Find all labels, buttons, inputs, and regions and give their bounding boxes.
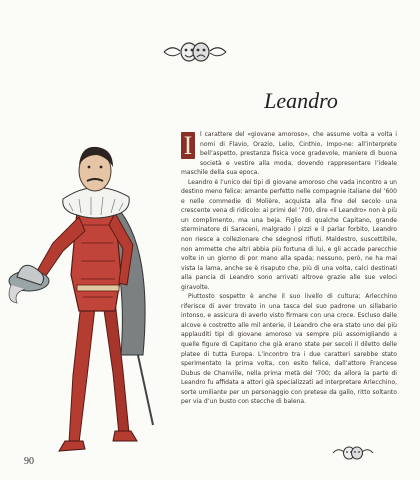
- page-number: 90: [24, 456, 34, 467]
- comedy-mask-ornament-icon: [332, 445, 374, 461]
- paragraph-1: [181, 130, 397, 178]
- paragraph-2: Leandro è l’unico dei tipi di giovane amoroso che vada incontro a un destino meno felice: amante perfetto nelle compagnie italiane del ’600 e nelle commedie di Molière, acquista alla fine del secolo una crescente vena di ridicolo: ai primi del ’700, dire «il Leandro» non è più un complimento, ma una beja. Figlio di qualche Capitano, grande sterminatore di Saraceni, malgrado i pizzi e il parlar forbito, Leandro non riesce a collezionare che sdegnosi rifiuti. Maldestro, suscettibile, non ammette che altri abbia più fortuna di lui, e gli accade parecchie volte in un giorno di por mano alla spada; nessuno, però, ne ha mai vista la lama, anche se è risaputo che, più di una volta, calci destinati alla pancia di Leandro sono arrivati altrove grazie alle sue veloci giravolte.: [181, 178, 397, 291]
- comedy-mask-ornament-icon: [162, 40, 228, 64]
- article-body: [181, 130, 397, 407]
- paragraph-1-text: l carattere del «giovane amoroso», che assume volta a volta i nomi di Flavio, Orazio, Lelio, Cinthio, Impo-ne: all’interprete bell’aspetto, prestanza fisica voce gradevole, maniere di buona società e vestire alla moda, dovendo rappresentare l’ideale maschile della sua epoca.: [181, 131, 397, 177]
- leandro-illustration: [3, 125, 175, 455]
- paragraph-3: Piuttosto sospetto è anche il suo livello di cultura; Arlecchino riferisce di aver trovato in una tasca del suo padrone un sillabario intonso, e assicura di averlo visto firmare con una croce. Escluso dalle alcove e costretto alle mil anterie, il Leandro che era stato uno dei più applauditi tipi di giovane amoroso va sempre più assomigliando a quelle figure di Capitano che già erano state per secoli il diletto delle platee di tutta Europa. L’incontro tra i due caratteri sarebbe stato sperimentato la prima volta, con esito felice, dall’attore Francese Dubus de Chanville, nella prima metà del ’700; da allora la parte di Leandro fu affidata a attori già specializzati ad interpretare Arlecchino, sorte umiliante per un personaggio con pretese da gallo, ritto soltanto per via d’un busto con stecche di balena.: [181, 293, 397, 406]
- drop-cap: I: [181, 132, 195, 159]
- page-title: Leandro: [264, 88, 338, 113]
